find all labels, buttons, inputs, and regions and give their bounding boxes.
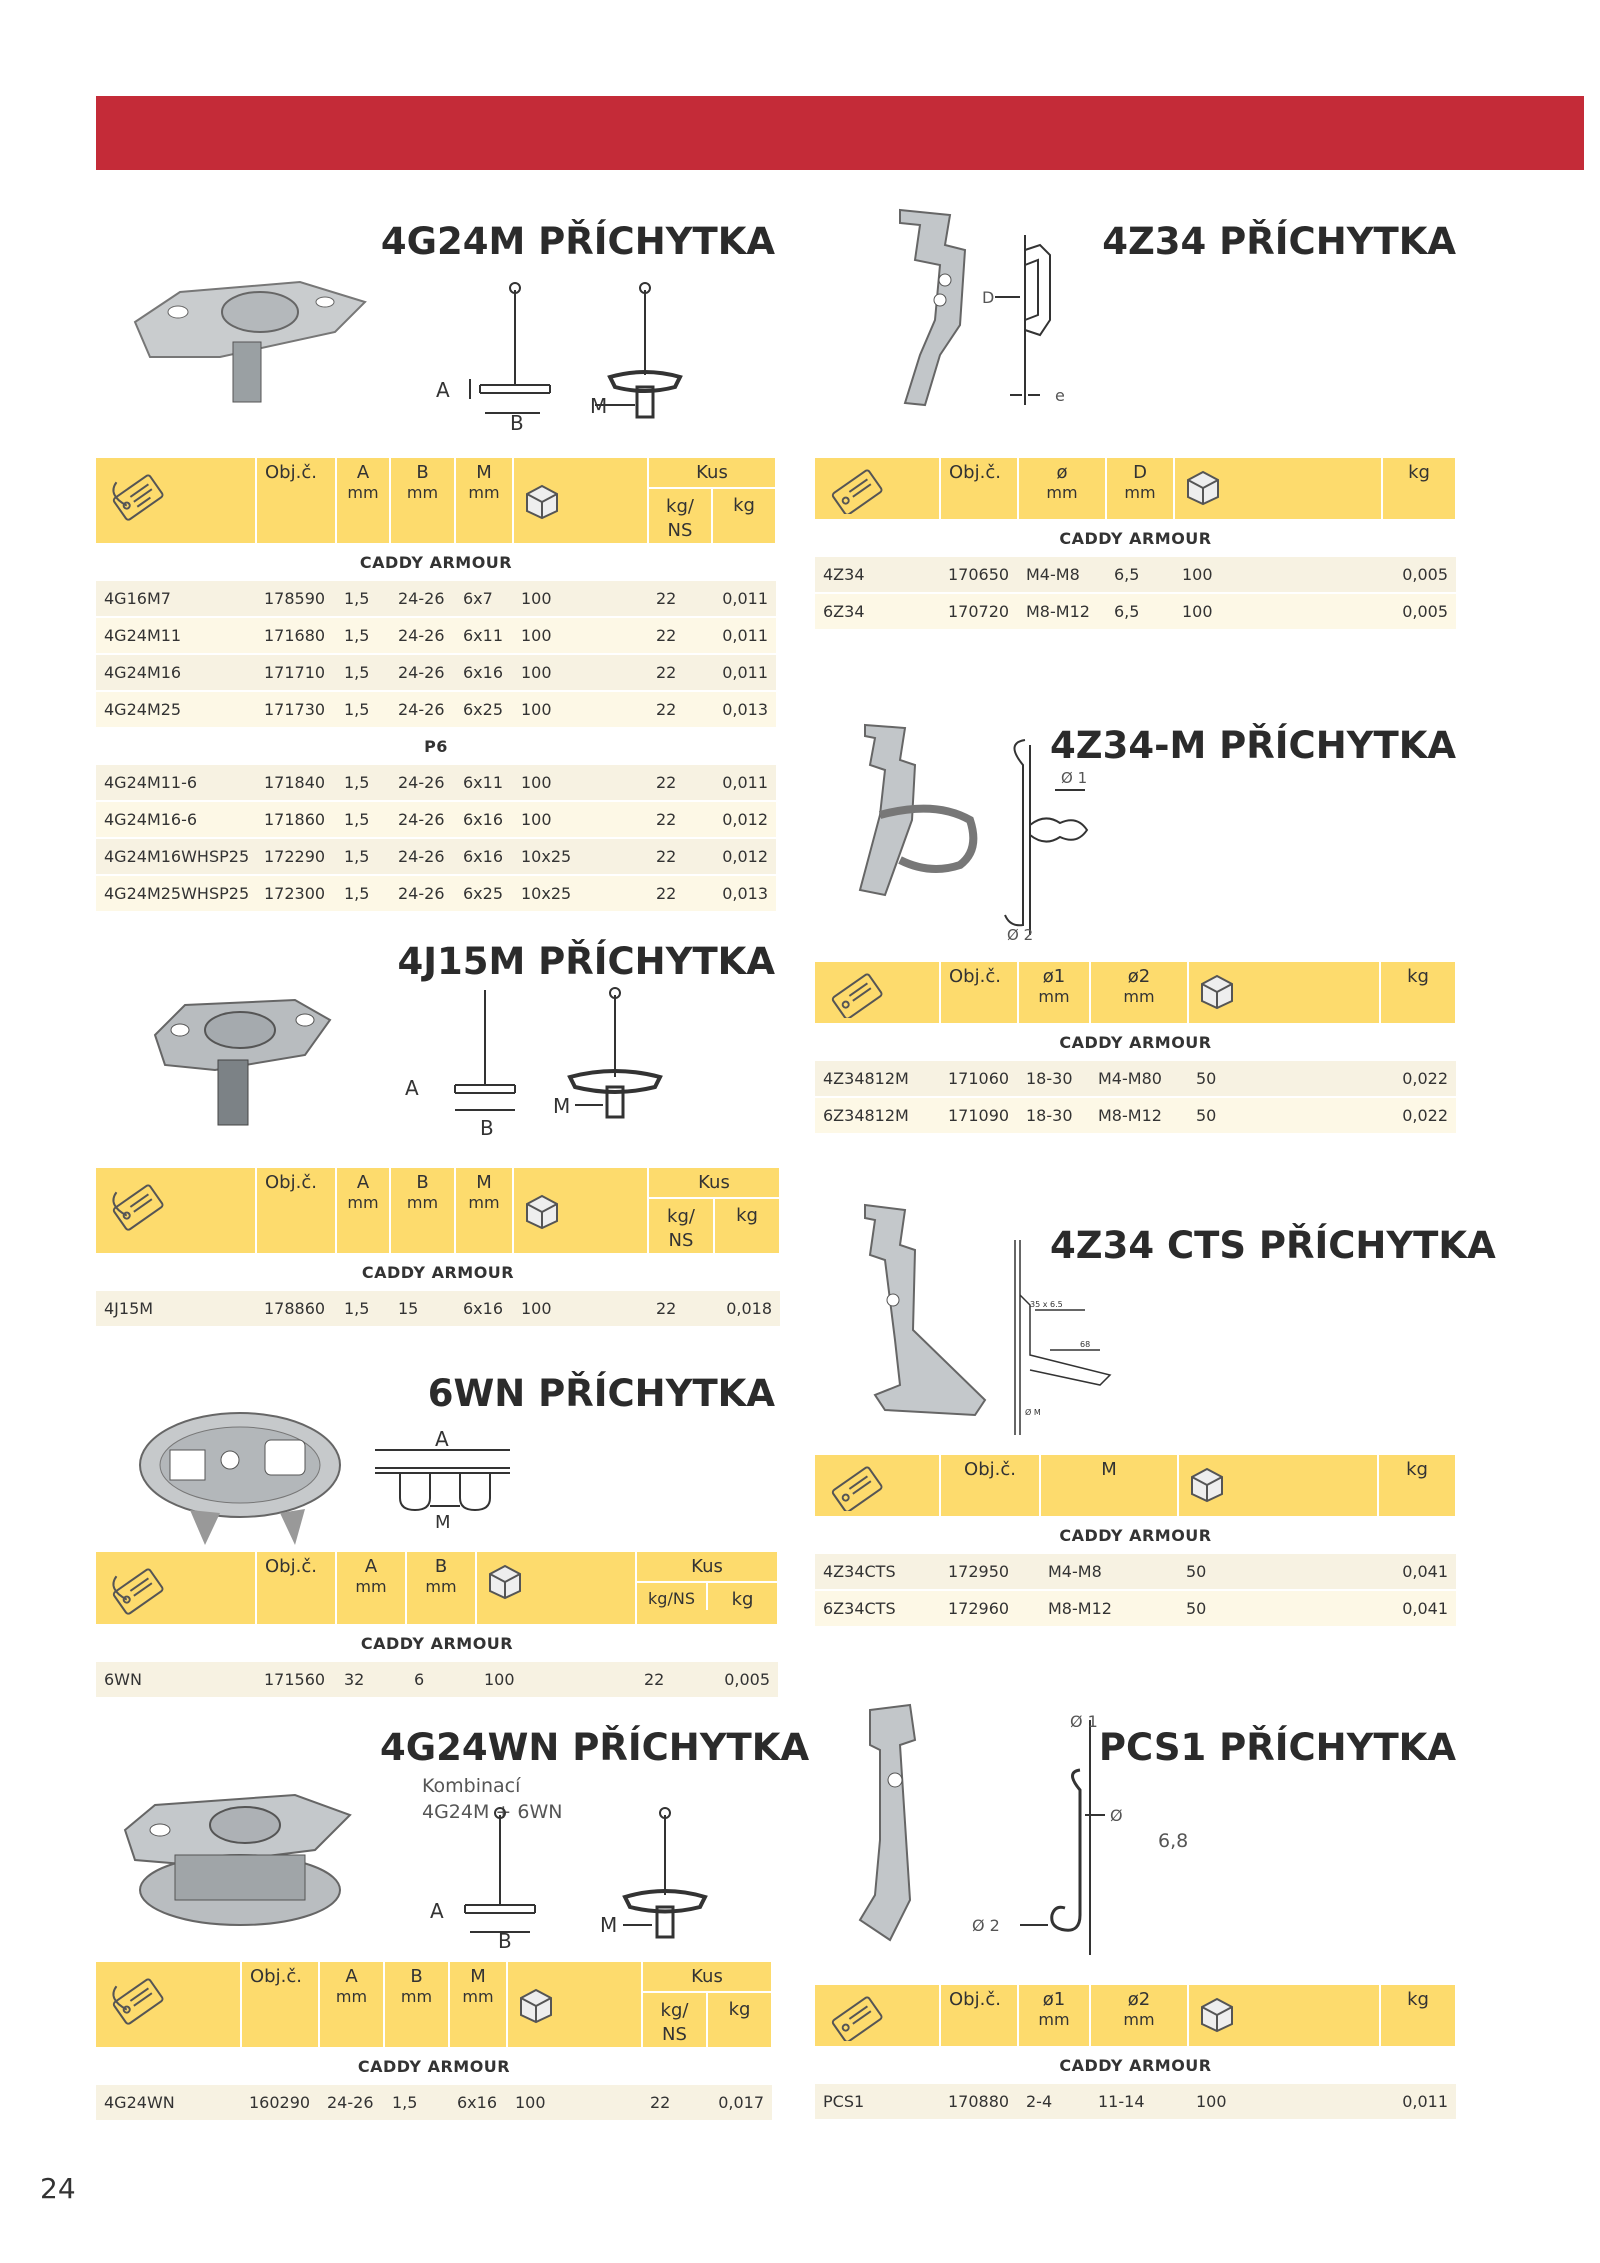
- title-4j15m: 4J15M PŘÍCHYTKA: [397, 940, 775, 983]
- box-icon: [507, 1962, 642, 2048]
- table-4z34m: Obj.č. ø1 mm ø2 mm kg CADDY ARMOUR 4Z34812M 171060 18-30 M4-M80 50 0,022 6Z34812M 171090 18-30 M8-M12 50 0,022: [815, 962, 1456, 1135]
- 4j15m-photo: [145, 985, 335, 1135]
- title-4z34: 4Z34 PŘÍCHYTKA: [1102, 220, 1456, 263]
- pcs1-note: 6,8: [1158, 1830, 1189, 1852]
- 4z34m-diagram: [985, 735, 1115, 945]
- svg-text:Ø: Ø: [1110, 1806, 1123, 1825]
- title-4g24m: 4G24M PŘÍCHYTKA: [380, 220, 775, 263]
- table-row: 4G24WN 160290 24-26 1,5 6x16 100 22 0,017: [96, 2084, 772, 2121]
- table-row: PCS1 170880 2-4 11-14 100 0,011: [815, 2083, 1456, 2120]
- 6wn-diagram: [370, 1428, 520, 1538]
- svg-text:e: e: [1055, 386, 1065, 405]
- svg-text:M: M: [590, 394, 608, 418]
- table-pcs1: Obj.č. ø1 mm ø2 mm kg CADDY ARMOUR PCS1 170880 2-4 11-14 100 0,011: [815, 1985, 1456, 2121]
- table-row: 4G24M16WHSP25 172290 1,5 24-26 6x16 10x25 22 0,012: [96, 838, 776, 875]
- svg-text:A: A: [430, 1899, 444, 1923]
- tag-icon: [96, 458, 256, 544]
- svg-text:68: 68: [1080, 1340, 1091, 1349]
- tag-icon: [96, 1552, 256, 1625]
- box-icon: [1178, 1455, 1378, 1517]
- tag-icon: [815, 962, 940, 1024]
- page-number: 24: [40, 2172, 76, 2205]
- box-icon: [1188, 962, 1380, 1024]
- svg-text:B: B: [480, 1116, 494, 1140]
- svg-text:35 x 6.5: 35 x 6.5: [1030, 1300, 1063, 1309]
- table-4g24wn: Obj.č. A mm B mm M mm Kus kg/ NS kg CADDY ARMOUR 4G24WN 160290 24-26 1,5 6x16 100 22 0,017: [96, 1962, 772, 2122]
- 4g24wn-photo: [115, 1785, 355, 1940]
- table-row: 4G24M16-6 171860 1,5 24-26 6x16 100 22 0,012: [96, 801, 776, 838]
- table-row: 4G24M11 171680 1,5 24-26 6x11 100 22 0,011: [96, 617, 776, 654]
- svg-text:M: M: [600, 1913, 618, 1937]
- table-4z34: Obj.č. ø mm D mm kg CADDY ARMOUR 4Z34 170650 M4-M8 6,5 100 0,005 6Z34 170720 M8-M12 6,5 100 0,005: [815, 458, 1456, 631]
- title-4z34cts: 4Z34 CTS PŘÍCHYTKA: [1050, 1224, 1496, 1267]
- table-4g24m: Obj.č. A mm B mm M mm Kus kg/ NS kg CADDY ARMOUR 4G16M7 178590 1,5 24-26 6x7 100 22 0,011 4G24M11 171680 1,5 24-26 6x11 100 22 0,011 4G24M16 171710 1,5 24-26 6x16 100 22 0,011 4G24M25 171730 1,5 24-26 6x25 100 22 0,013 P6 4G24M11-6 171840 1,5 24-26 6x11 100 22 0,011 4G24M16-6 171860 1,5 24-26 6x16 100 22 0,012 4G24M16WHSP25 172290 1,5 24-26 6x16 10x25 22 0,012 4G24M25WHSP25 172300 1,5 24-26 6x25 10x25 22 0,013: [96, 458, 776, 913]
- header-band: [96, 96, 1584, 170]
- svg-text:Ø 2: Ø 2: [972, 1916, 1000, 1935]
- table-row: 4G16M7 178590 1,5 24-26 6x7 100 22 0,011: [96, 580, 776, 617]
- svg-text:Ø 1: Ø 1: [1070, 1712, 1098, 1731]
- table-4j15m: Obj.č. A mm B mm M mm Kus kg/ NS kg CADDY ARMOUR 4J15M 178860 1,5 15 6x16 100 22 0,018: [96, 1168, 780, 1328]
- table-row: 4G24M25 171730 1,5 24-26 6x25 100 22 0,013: [96, 691, 776, 728]
- table-row: 4Z34812M 171060 18-30 M4-M80 50 0,022: [815, 1060, 1456, 1097]
- box-icon: [513, 458, 648, 544]
- box-icon: [1174, 458, 1382, 520]
- table-row: 4Z34CTS 172950 M4-M8 50 0,041: [815, 1553, 1456, 1590]
- table-row: 6Z34CTS 172960 M8-M12 50 0,041: [815, 1590, 1456, 1627]
- svg-text:M: M: [435, 1512, 451, 1533]
- svg-text:D: D: [982, 288, 995, 307]
- tag-icon: [96, 1962, 241, 2048]
- table-6wn: Obj.č. A mm B mm Kus kg/NS kg CADDY ARMOUR 6WN 171560 32 6 100 22 0,005: [96, 1552, 778, 1699]
- section-p6: P6: [96, 728, 776, 764]
- 4z34-diagram: [980, 225, 1090, 415]
- table-row: 4G24M11-6 171840 1,5 24-26 6x11 100 22 0,011: [96, 764, 776, 801]
- svg-text:Ø 2: Ø 2: [1007, 926, 1034, 944]
- svg-text:B: B: [510, 411, 524, 430]
- 4z34m-photo: [840, 720, 990, 920]
- box-icon: [476, 1552, 636, 1625]
- 6wn-photo: [130, 1405, 350, 1550]
- title-pcs1: PCS1 PŘÍCHYTKA: [1098, 1726, 1456, 1769]
- tag-icon: [815, 1455, 940, 1517]
- table-row: 6WN 171560 32 6 100 22 0,005: [96, 1661, 778, 1698]
- title-4g24wn: 4G24WN PŘÍCHYTKA: [380, 1726, 810, 1769]
- svg-text:B: B: [498, 1929, 512, 1950]
- svg-text:Ø 1: Ø 1: [1061, 769, 1088, 787]
- 4g24m-diagram: [430, 275, 710, 430]
- 4z34cts-diagram: [990, 1235, 1150, 1440]
- svg-text:A: A: [436, 378, 450, 402]
- 4z34cts-photo: [845, 1200, 995, 1445]
- tag-icon: [815, 458, 940, 520]
- table-row: 4G24M16 171710 1,5 24-26 6x16 100 22 0,011: [96, 654, 776, 691]
- 4g24m-photo: [120, 262, 370, 412]
- table-row: 4Z34 170650 M4-M8 6,5 100 0,005: [815, 556, 1456, 593]
- table-4z34cts: Obj.č. M kg CADDY ARMOUR 4Z34CTS 172950 M4-M8 50 0,041 6Z34CTS 172960 M8-M12 50 0,041: [815, 1455, 1456, 1628]
- box-icon: [1188, 1985, 1380, 2047]
- table-row: 4J15M 178860 1,5 15 6x16 100 22 0,018: [96, 1290, 780, 1327]
- title-4z34m: 4Z34-M PŘÍCHYTKA: [1050, 724, 1456, 767]
- 4g24wn-note: Kombinací 4G24M + 6WN: [422, 1775, 563, 1823]
- svg-text:A: A: [435, 1428, 449, 1451]
- svg-text:A: A: [405, 1076, 419, 1100]
- svg-text:M: M: [553, 1094, 571, 1118]
- section-caddy-armour: CADDY ARMOUR: [96, 544, 776, 580]
- title-6wn: 6WN PŘÍCHYTKA: [427, 1372, 775, 1415]
- 4g24wn-diagram: [430, 1800, 710, 1950]
- table-row: 6Z34812M 171090 18-30 M8-M12 50 0,022: [815, 1097, 1456, 1134]
- svg-text:Ø M: Ø M: [1025, 1408, 1041, 1417]
- tag-icon: [815, 1985, 940, 2047]
- 4j15m-diagram: [405, 985, 685, 1145]
- box-icon: [513, 1168, 648, 1254]
- table-row: 6Z34 170720 M8-M12 6,5 100 0,005: [815, 593, 1456, 630]
- table-row: 4G24M25WHSP25 172300 1,5 24-26 6x25 10x25 22 0,013: [96, 875, 776, 912]
- pcs1-diagram: [970, 1710, 1140, 1960]
- tag-icon: [96, 1168, 256, 1254]
- 4z34-photo: [880, 205, 980, 415]
- pcs1-photo: [850, 1700, 950, 1950]
